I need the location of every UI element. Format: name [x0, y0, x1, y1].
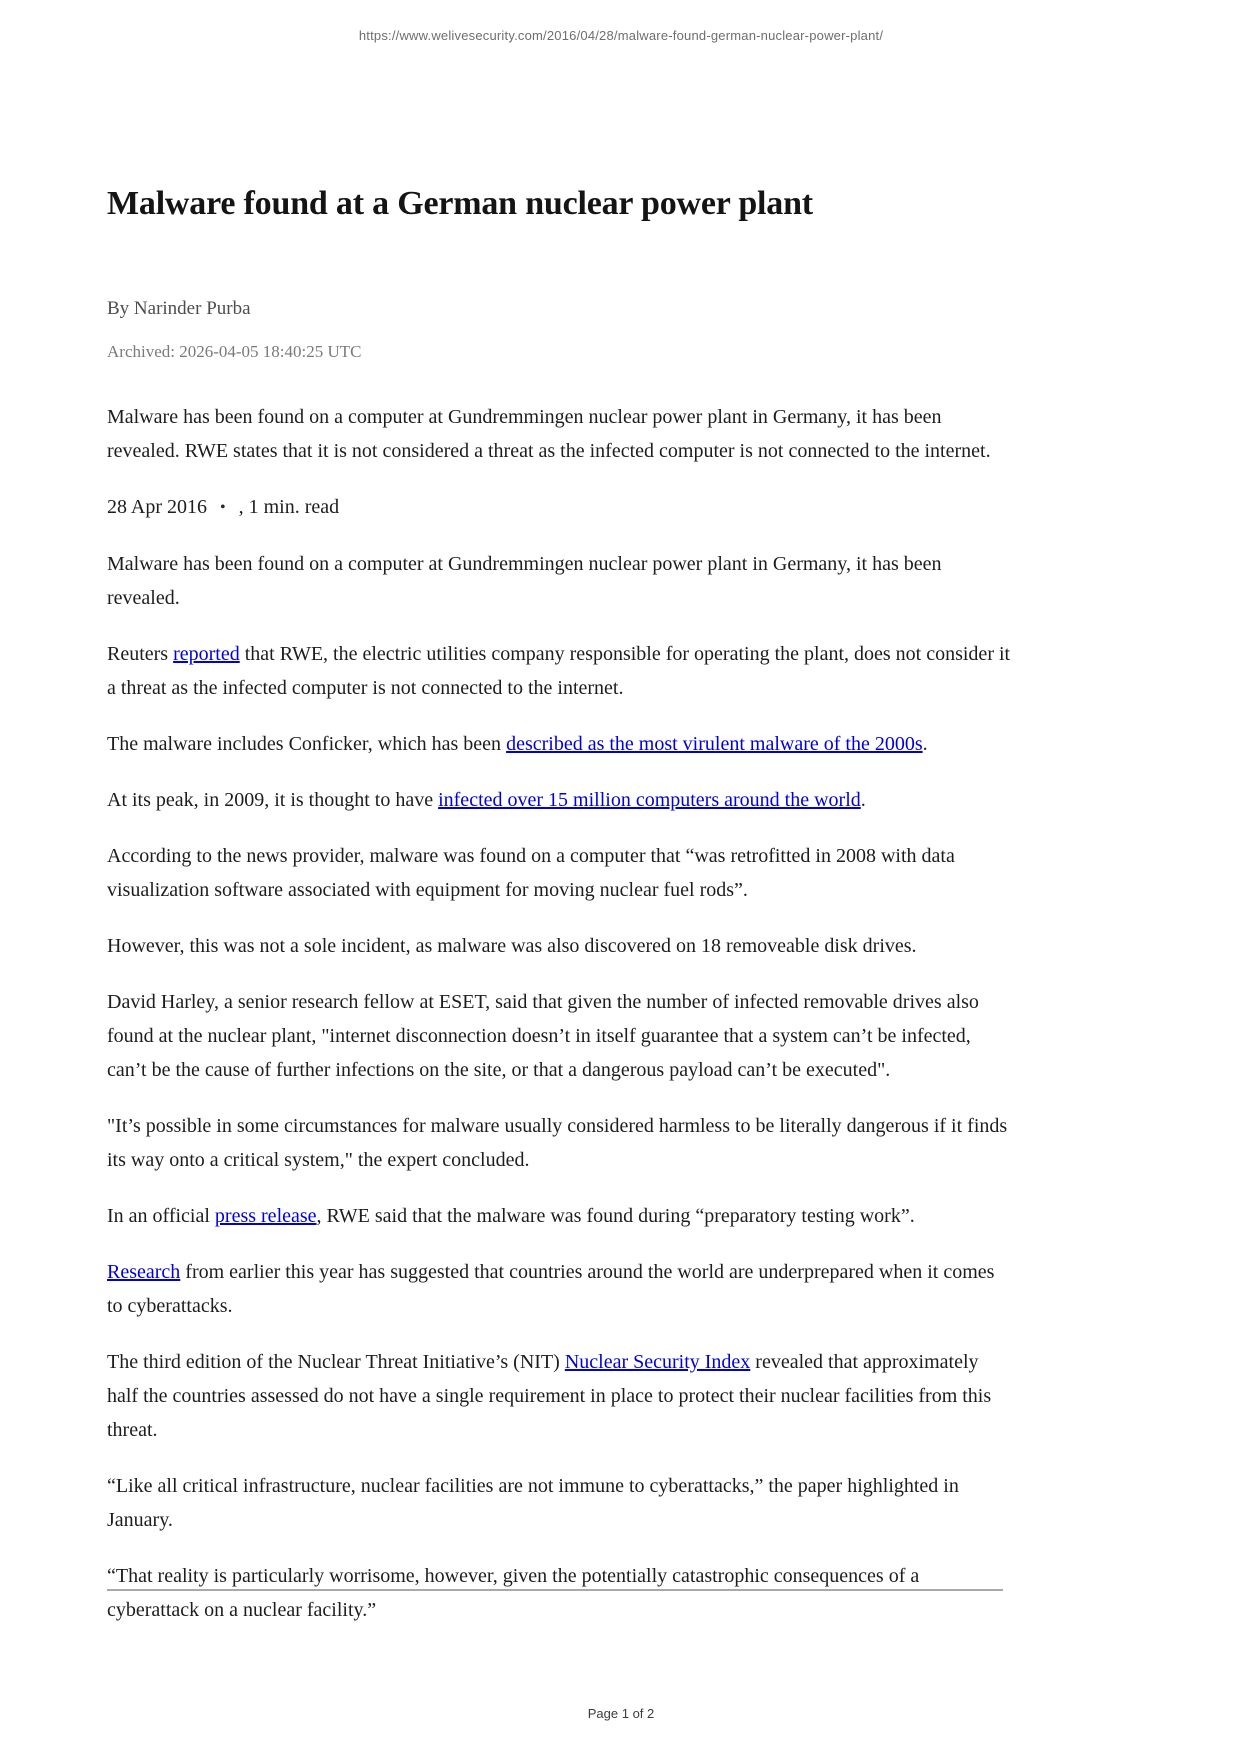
article-paragraph: At its peak, in 2009, it is thought to have infected over 15 million computers around the world. [107, 789, 866, 811]
article-paragraph: “Like all critical infrastructure, nuclear facilities are not immune to cyberattacks,” the paper highlighted in January. [107, 1475, 959, 1531]
article-paragraph: David Harley, a senior research fellow at ESET, said that given the number of infected removable drives also found at the nuclear plant, "internet disconnection doesn’t in itself guarantee that a system can’t be infected, can’t be the cause of further infections on the site, or that a dangerous payload can’t be executed". [107, 991, 979, 1081]
archive-url-header: https://www.welivesecurity.com/2016/04/28/malware-found-german-nuclear-power-plant/ [358, 28, 884, 43]
article-paragraph: However, this was not a sole incident, as malware was also discovered on 18 removeable disk drives. [107, 935, 917, 957]
article-paragraph: The malware includes Conficker, which has been described as the most virulent malware of the 2000s. [107, 733, 928, 755]
infected-computers-link[interactable]: infected over 15 million computers around the world [438, 789, 861, 811]
article-paragraph: The third edition of the Nuclear Threat Initiative’s (NIT) Nuclear Security Index revealed that approximately half the countries assessed do not have a single requirement in place to protect their nuclear facilities from this threat. [107, 1351, 992, 1441]
press-release-link[interactable]: press release [214, 1205, 317, 1227]
article-paragraph: Reuters reported that RWE, the electric utilities company responsible for operating the plant, does not consider it a threat as the infected computer is not connected to the internet. [107, 643, 1011, 699]
content-divider [107, 1589, 1003, 1591]
conficker-description-link[interactable]: described as the most virulent malware of the 2000s [506, 733, 923, 755]
read-time: , 1 min. read [238, 496, 340, 518]
article-paragraph: Malware has been found on a computer at Gundremmingen nuclear power plant in Germany, it has been revealed. [107, 553, 942, 609]
article-title: Malware found at a German nuclear power plant [107, 185, 813, 222]
page-number: Page 1 of 2 [587, 1706, 655, 1721]
lead-paragraph: Malware has been found on a computer at Gundremmingen nuclear power plant in Germany, it has been revealed. RWE states that it is not considered a threat as the infected computer is not connected to the internet. [107, 406, 991, 462]
publish-date: 28 Apr 2016 [107, 496, 207, 518]
reported-link[interactable]: reported [173, 643, 240, 665]
article-paragraph: According to the news provider, malware was found on a computer that “was retrofitted in 2008 with data visualization software associated with equipment for moving nuclear fuel rods”. [107, 845, 955, 901]
dateline [107, 490, 1012, 525]
archived-timestamp: Archived: 2026-04-05 18:40:25 UTC [107, 342, 362, 361]
nuclear-security-index-link[interactable]: Nuclear Security Index [564, 1351, 751, 1373]
article-paragraph: "It’s possible in some circumstances for malware usually considered harmless to be literally dangerous if it finds its way onto a critical system," the expert concluded. [107, 1115, 1008, 1171]
research-link[interactable]: Research [107, 1261, 181, 1283]
byline: By Narinder Purba [107, 298, 251, 319]
article-paragraph: Research from earlier this year has suggested that countries around the world are underprepared when it comes to cyberattacks. [107, 1261, 995, 1317]
bullet-separator: • [220, 499, 226, 516]
article-body [107, 0, 1012, 1649]
article-paragraph: “That reality is particularly worrisome, however, given the potentially catastrophic consequences of a cyberattack on a nuclear facility.” [107, 1565, 920, 1621]
article-paragraph: In an official press release, RWE said that the malware was found during “preparatory testing work”. [107, 1205, 915, 1227]
